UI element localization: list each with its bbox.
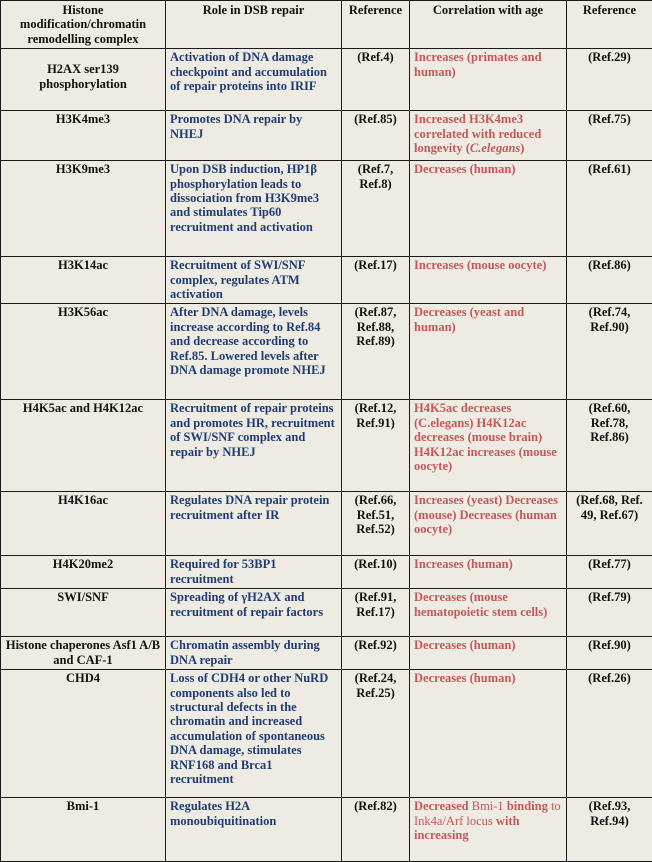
role-cell: Regulates DNA repair protein recruitment after IR (166, 492, 342, 556)
ref-cell: (Ref.85) (342, 111, 410, 161)
age-text: Increased H3K4me3 correlated with reduced longevity ( (414, 112, 541, 155)
ref-cell: (Ref.91, Ref.17) (342, 589, 410, 637)
table-row (1, 670, 652, 798)
mod-cell: H3K9me3 (1, 161, 166, 257)
age-species: C.elegans (470, 141, 520, 155)
header-ref2: Reference (567, 1, 652, 49)
mod-cell: Histone chaperones Asf1 A/B and CAF-1 (1, 637, 166, 670)
mod-cell: H3K56ac (1, 304, 166, 400)
header-age: Correlation with age (410, 1, 567, 49)
role-cell: Recruitment of repair proteins and promotes HR, recruitment of SWI/SNF complex and repair by NHEJ (166, 400, 342, 492)
ref-cell: (Ref.86) (567, 257, 652, 304)
role-cell: Promotes DNA repair by NHEJ (166, 111, 342, 161)
age-cell: Increases (human) (410, 556, 567, 589)
age-cell (410, 111, 567, 161)
mod-cell: H3K14ac (1, 257, 166, 304)
mod-cell: Bmi-1 (1, 798, 166, 862)
mod-cell: H3K4me3 (1, 111, 166, 161)
table-row (1, 111, 652, 161)
mod-cell: SWI/SNF (1, 589, 166, 637)
table-row (1, 304, 652, 400)
age-cell: Decreases (human) (410, 161, 567, 257)
mod-cell (1, 49, 166, 111)
role-cell: Chromatin assembly during DNA repair (166, 637, 342, 670)
mod-text: H2AX ser139 phosphorylation (5, 50, 161, 91)
mod-cell: H4K5ac and H4K12ac (1, 400, 166, 492)
role-cell: Upon DSB induction, HP1β phosphorylation leads to dissociation from H3K9me3 and stimulates Tip60 recruitment and activation (166, 161, 342, 257)
table-row (1, 161, 652, 257)
header-row (1, 1, 652, 49)
age-text: Decreased (414, 799, 472, 813)
age-protein: Bmi-1 (472, 799, 504, 813)
ref-cell: (Ref.60, Ref.78, Ref.86) (567, 400, 652, 492)
role-cell: Spreading of γH2AX and recruitment of repair factors (166, 589, 342, 637)
role-cell: Recruitment of SWI/SNF complex, regulates ATM activation (166, 257, 342, 304)
mod-cell: CHD4 (1, 670, 166, 798)
ref-cell: (Ref.79) (567, 589, 652, 637)
ref-cell: (Ref.90) (567, 637, 652, 670)
ref-cell: (Ref.4) (342, 49, 410, 111)
ref-cell: (Ref.92) (342, 637, 410, 670)
ref-cell: (Ref.12, Ref.91) (342, 400, 410, 492)
ref-cell: (Ref.87, Ref.88, Ref.89) (342, 304, 410, 400)
age-cell: Decreases (mouse hematopoietic stem cells) (410, 589, 567, 637)
mod-cell: H4K16ac (1, 492, 166, 556)
ref-cell: (Ref.29) (567, 49, 652, 111)
ref-cell: (Ref.26) (567, 670, 652, 798)
role-cell: Regulates H2A monoubiquitination (166, 798, 342, 862)
table-row (1, 257, 652, 304)
age-cell (410, 798, 567, 862)
table-row (1, 400, 652, 492)
role-cell: Activation of DNA damage checkpoint and accumulation of repair proteins into IRIF (166, 49, 342, 111)
ref-cell: (Ref.61) (567, 161, 652, 257)
age-text-end: with increasing (414, 814, 520, 842)
ref-cell: (Ref.24, Ref.25) (342, 670, 410, 798)
role-cell: After DNA damage, levels increase according to Ref.84 and decrease according to Ref.85. Lowered levels after DNA damage promote NHEJ (166, 304, 342, 400)
age-cell: Decreases (human) (410, 637, 567, 670)
age-locus: to Ink4a/Arf locus (414, 799, 561, 827)
ref-cell: (Ref.82) (342, 798, 410, 862)
age-cell: Decreases (human) (410, 670, 567, 798)
age-cell: Increases (mouse oocyte) (410, 257, 567, 304)
ref-cell: (Ref.68, Ref. 49, Ref.67) (567, 492, 652, 556)
ref-cell: (Ref.10) (342, 556, 410, 589)
header-ref1: Reference (342, 1, 410, 49)
age-binding: binding (504, 799, 548, 813)
table-row (1, 637, 652, 670)
ref-cell: (Ref.17) (342, 257, 410, 304)
age-cell: Increases (yeast) Decreases (mouse) Decreases (human oocyte) (410, 492, 567, 556)
age-cell: Increases (primates and human) (410, 49, 567, 111)
mod-cell: H4K20me2 (1, 556, 166, 589)
header-role: Role in DSB repair (166, 1, 342, 49)
role-cell: Loss of CDH4 or other NuRD components also led to structural defects in the chromatin and increased accumulation of spontaneous DNA damage, stimulates RNF168 and Brca1 recruitment (166, 670, 342, 798)
age-cell: H4K5ac decreases (C.elegans) H4K12ac decreases (mouse brain) H4K12ac increases (mouse oocyte) (410, 400, 567, 492)
header-mod: Histone modification/chromatin remodelling complex (1, 1, 166, 49)
table-row (1, 49, 652, 111)
age-text-end: ) (520, 141, 524, 155)
table-row (1, 589, 652, 637)
ref-cell: (Ref.75) (567, 111, 652, 161)
table-row (1, 556, 652, 589)
ref-cell: (Ref.93, Ref.94) (567, 798, 652, 862)
ref-cell: (Ref.7, Ref.8) (342, 161, 410, 257)
role-cell: Required for 53BP1 recruitment (166, 556, 342, 589)
age-cell: Decreases (yeast and human) (410, 304, 567, 400)
ref-cell: (Ref.77) (567, 556, 652, 589)
ref-cell: (Ref.74, Ref.90) (567, 304, 652, 400)
table-row (1, 492, 652, 556)
table-row (1, 798, 652, 862)
ref-cell: (Ref.66, Ref.51, Ref.52) (342, 492, 410, 556)
